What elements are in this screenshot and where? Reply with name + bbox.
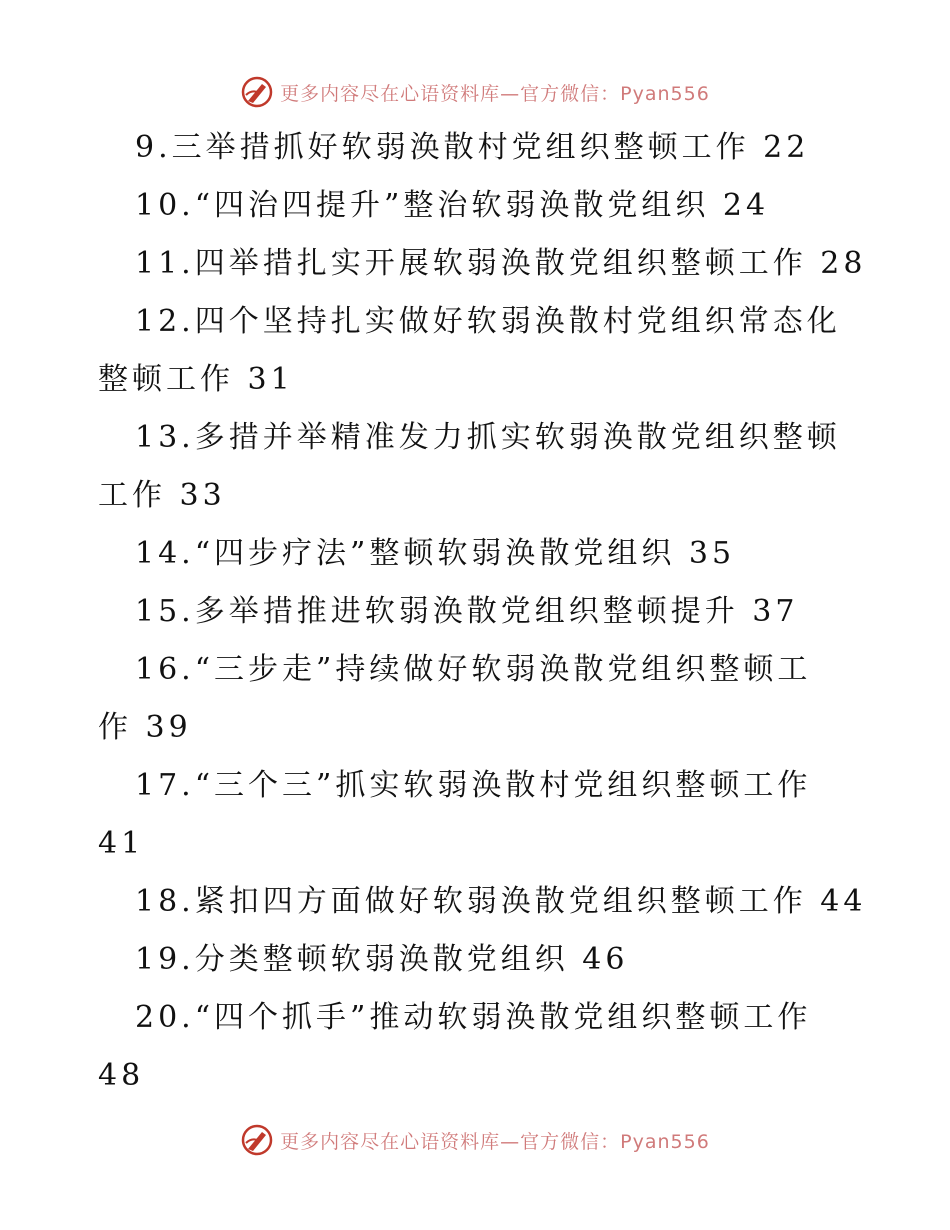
toc-line: 14.“四步疗法”整顿软弱涣散党组织 35 (135, 536, 736, 571)
toc-line: 10.“四治四提升”整治软弱涣散党组织 24 (135, 188, 770, 223)
toc-line: 17.“三个三”抓实软弱涣散村党组织整顿工作 (135, 768, 812, 803)
pen-logo-icon (240, 1123, 274, 1157)
toc-line: 48 (98, 1058, 145, 1093)
toc-line: 11.四举措扎实开展软弱涣散党组织整顿工作 28 (135, 246, 867, 281)
toc-line: 16.“三步走”持续做好软弱涣散党组织整顿工 (135, 652, 812, 687)
watermark-banner-top (0, 72, 950, 112)
toc-line: 12.四个坚持扎实做好软弱涣散村党组织常态化 (135, 304, 841, 339)
toc-line: 工作 33 (98, 478, 226, 513)
pen-logo-icon (240, 75, 274, 109)
toc-line: 13.多措并举精准发力抓实软弱涣散党组织整顿 (135, 420, 841, 455)
toc-line: 41 (98, 826, 145, 861)
toc-line: 9.三举措抓好软弱涣散村党组织整顿工作 22 (135, 130, 810, 165)
toc-line: 19.分类整顿软弱涣散党组织 46 (135, 942, 629, 977)
toc-line: 整顿工作 31 (98, 362, 294, 397)
watermark-banner-bottom (0, 1120, 950, 1160)
watermark-text: 更多内容尽在心语资料库—官方微信：Pyan556 (280, 1130, 710, 1153)
toc-line: 作 39 (98, 710, 192, 745)
toc-line: 18.紧扣四方面做好软弱涣散党组织整顿工作 44 (135, 884, 867, 919)
toc-line: 15.多举措推进软弱涣散党组织整顿提升 37 (135, 594, 799, 629)
watermark-text: 更多内容尽在心语资料库—官方微信：Pyan556 (280, 82, 710, 105)
toc-line: 20.“四个抓手”推动软弱涣散党组织整顿工作 (135, 1000, 812, 1035)
